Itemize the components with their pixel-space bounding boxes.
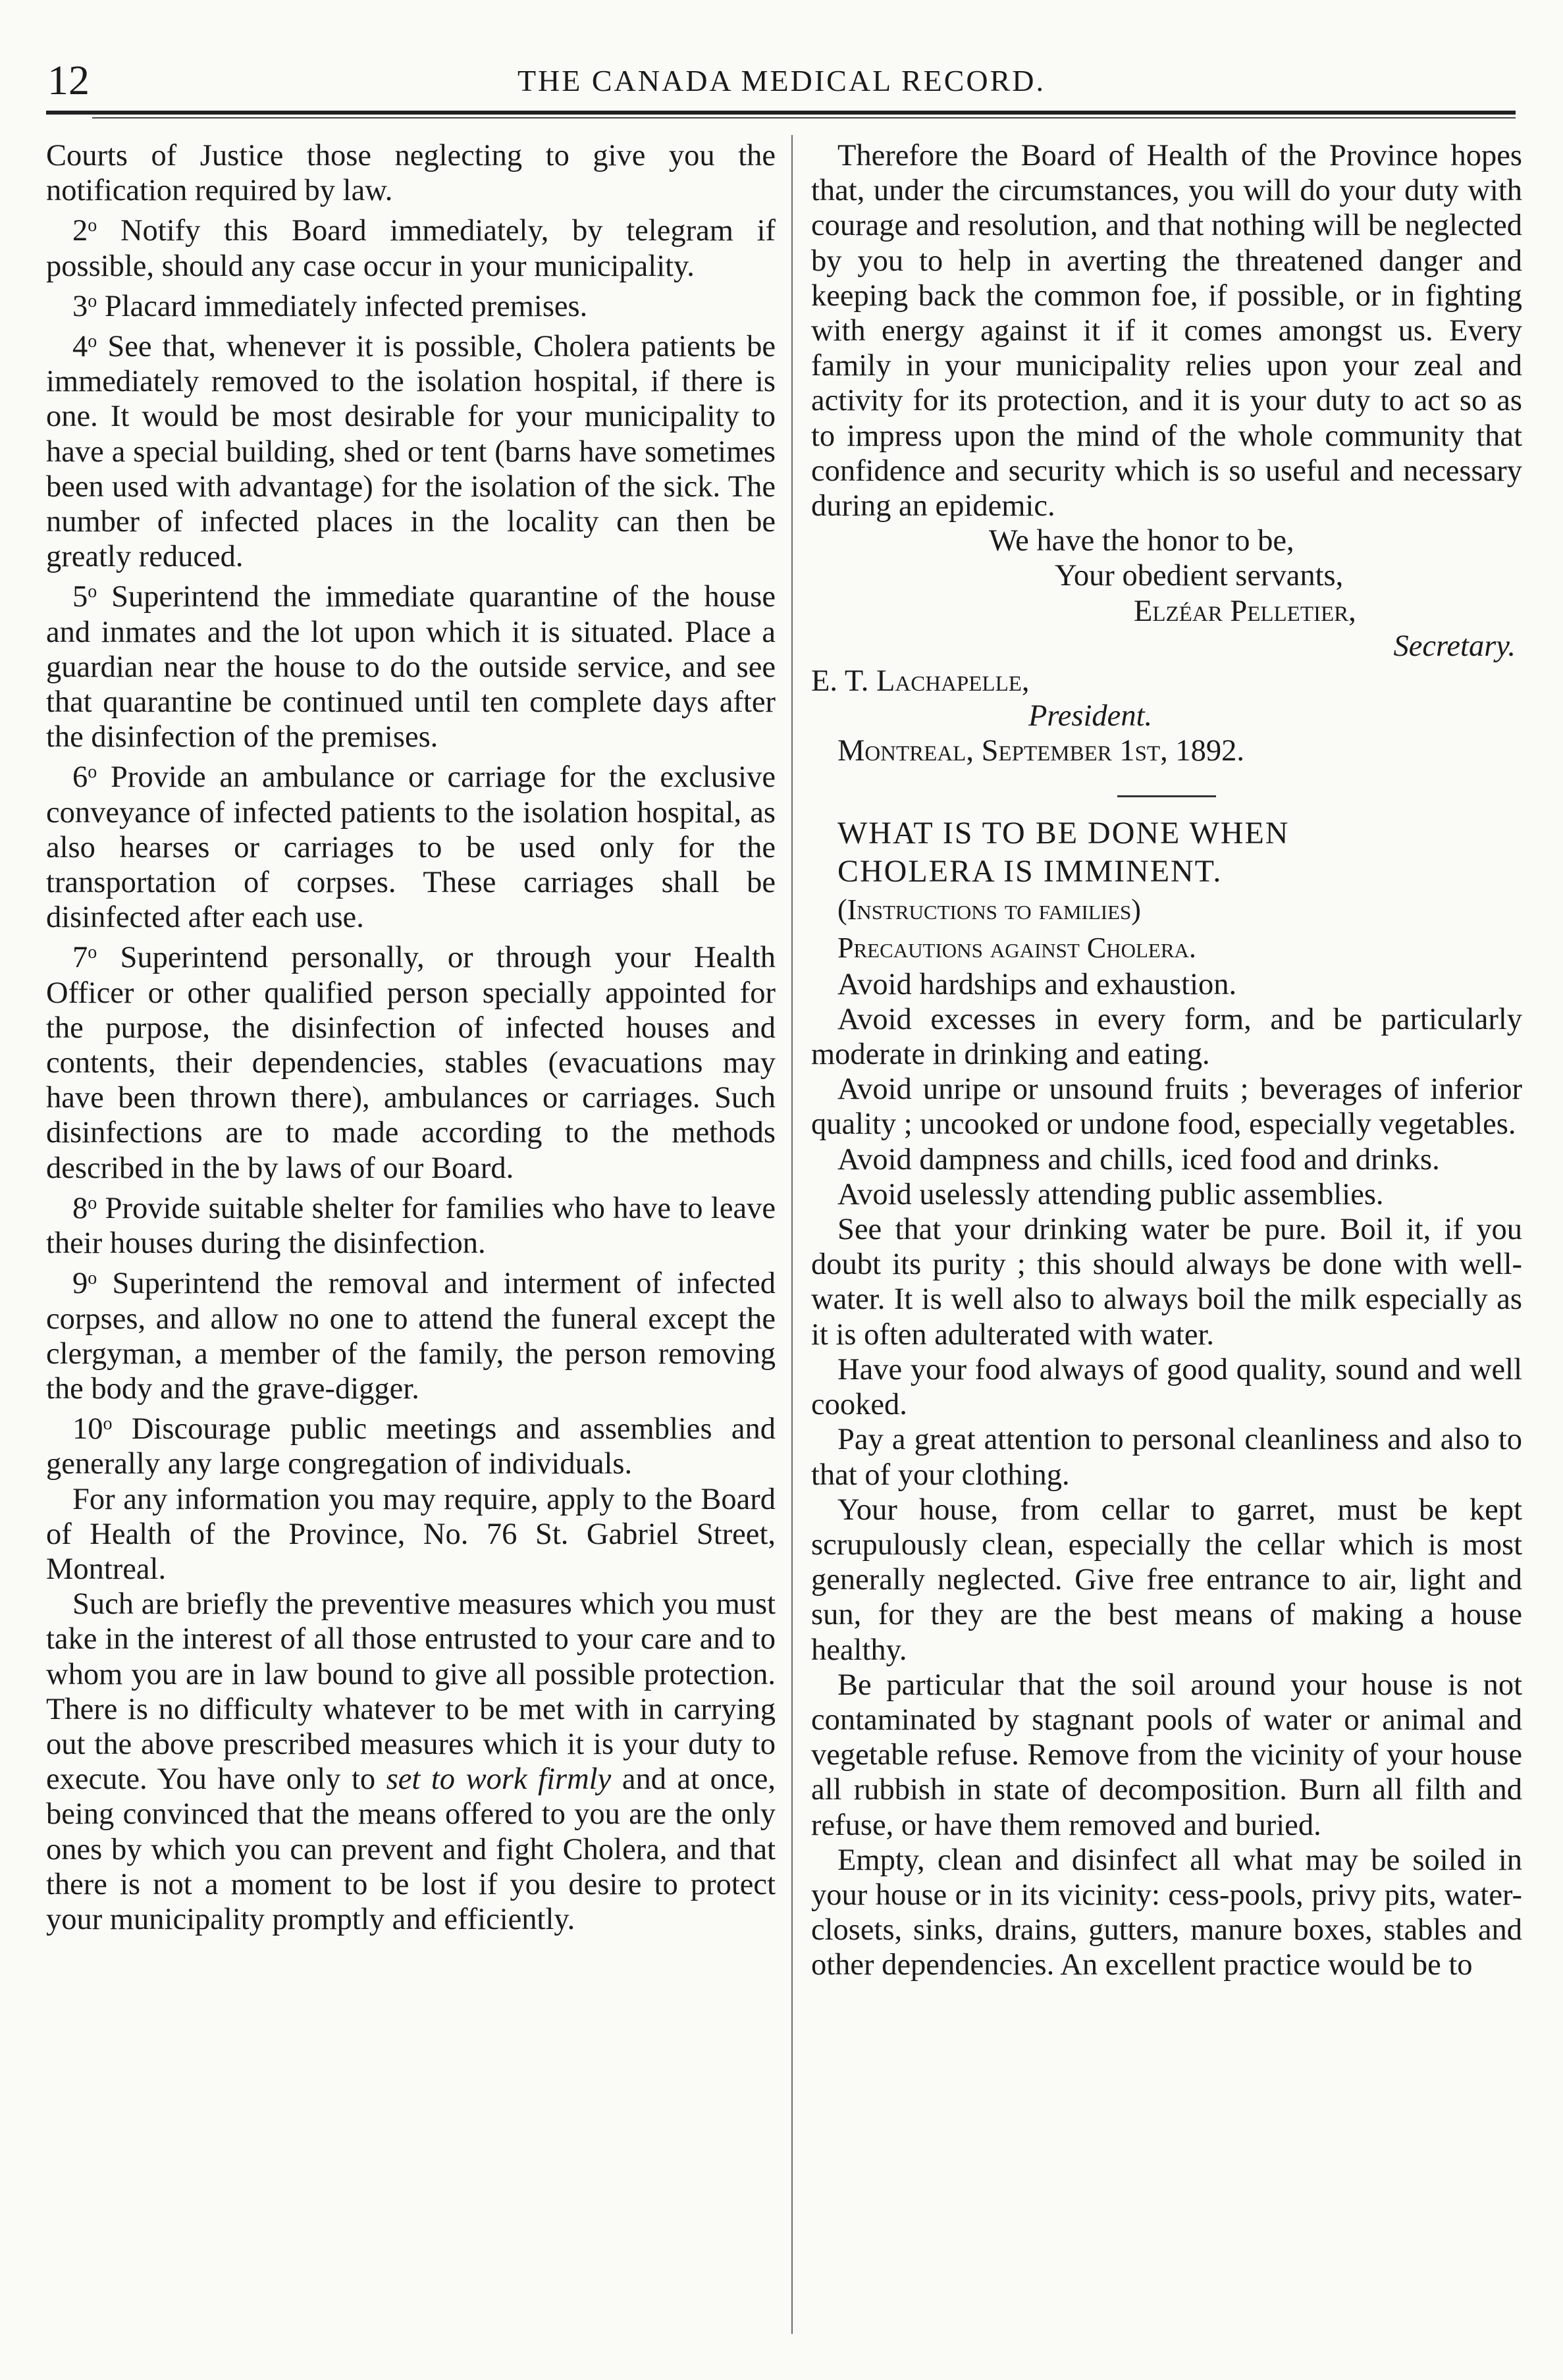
header-rule [46, 111, 1516, 115]
dateline: Montreal, September 1st, 1892. [837, 734, 1245, 768]
item-number: 2 [72, 214, 88, 248]
item-number: 6 [72, 760, 88, 795]
section-heading: CHOLERA IS IMMINENT. [837, 853, 1223, 889]
paragraph: Empty, clean and disinfect all what may be soiled in your house or in its vicinity: cess-pools, privy pits, water-closets, sinks, drains, gutters, manure boxes, stables and other dependencies. An excellent practice would be to [811, 1843, 1522, 1982]
paragraph: Avoid hardships and exhaustion. [837, 967, 1237, 1001]
item-number: 5 [72, 580, 88, 614]
paragraph: Have your food always of good quality, sound and well cooked. [811, 1352, 1522, 1422]
paragraph: Avoid dampness and chills, iced food and drinks. [837, 1142, 1440, 1177]
numbered-paragraph [46, 1261, 776, 1406]
item-text: Placard immediately infected premises. [104, 289, 588, 323]
item-number: 4 [72, 330, 88, 364]
degree-mark: o [88, 581, 97, 602]
header-rule-thin [92, 117, 1516, 119]
item-number: 9 [72, 1267, 88, 1301]
closing-line: We have the honor to be, [989, 524, 1294, 558]
right-column [811, 138, 1522, 1983]
section-rule [1117, 795, 1216, 797]
column-divider [791, 135, 793, 2334]
paragraph: See that your drinking water be pure. Boil it, if you doubt its purity ; this should always be done with well-water. It is well also to always boil the milk especially as it is often adulterated with water. [811, 1213, 1522, 1352]
item-number: 8 [72, 1191, 88, 1225]
item-number: 10 [72, 1412, 103, 1446]
degree-mark: o [88, 942, 97, 963]
item-number: 3 [72, 289, 88, 323]
signature-block [811, 523, 1522, 768]
numbered-paragraph [46, 208, 776, 283]
signer-name: E. T. Lachapelle, [811, 664, 1030, 699]
paragraph-text: Such are briefly the preventive measures which you must take in the interest of all those entrusted to your care and to whom you are in law bound to give all possible protection. There is no difficulty whatever to be met with in carrying out the above prescribed measures which it is your duty to execute. You have only to [46, 1587, 776, 1797]
item-text: Superintend the removal and interment of infected corpses, and allow no one to attend the funeral except the clergyman, a member of the family, the person removing the body and the grave-digger. [46, 1267, 776, 1406]
item-text: Notify this Board immediately, by telegram if possible, should any case occur in your municipality. [46, 214, 776, 283]
section-subheading: Precautions against Cholera. [837, 931, 1196, 964]
running-head [0, 54, 1563, 107]
paragraph: For any information you may require, apply to the Board of Health of the Province, No. 76 St. Gabriel Street, Montreal. [46, 1482, 776, 1586]
item-text: Provide an ambulance or carriage for the exclusive conveyance of infected patients to the isolation hospital, as also hearses or carriages to be used only for the transportation of corpses. These carriages shall be disinfected after each use. [46, 760, 776, 935]
paragraph: Be particular that the soil around your house is not contaminated by stagnant pools of water or animal and vegetable refuse. Remove from the vicinity of your house all rubbish in state of decomposition. Burn all filth and refuse, or have them removed and buried. [811, 1668, 1522, 1842]
signer-title: President. [1028, 699, 1153, 733]
numbered-paragraph [46, 284, 776, 324]
section-heading: WHAT IS TO BE DONE WHEN [837, 815, 1290, 851]
paragraph: Avoid excesses in every form, and be particularly moderate in drinking and eating. [811, 1002, 1522, 1072]
item-text: Superintend the immediate quarantine of the house and inmates and the lot upon which it is situated. Place a guardian near the house to do the outside service, and see that quarantine be continued until ten complete days after the disinfection of the premises. [46, 580, 776, 754]
item-text: See that, whenever it is possible, Cholera patients be immediately removed to the isolation hospital, if there is one. It would be most desirable for your municipality to have a special building, shed or tent (barns have sometimes been used with advantage) for the isolation of the sick. The number of infected places in the locality can then be greatly reduced. [46, 330, 776, 574]
page-number: 12 [47, 57, 90, 103]
numbered-paragraph [46, 935, 776, 1185]
degree-mark: o [88, 331, 97, 352]
numbered-paragraph [46, 1406, 776, 1481]
paragraph: Courts of Justice those neglecting to give you the notification required by law. [46, 139, 776, 208]
paragraph: Avoid unripe or unsound fruits ; beverages of inferior quality ; uncooked or undone food, especially vegetables. [811, 1072, 1522, 1142]
numbered-paragraph [46, 324, 776, 574]
paragraph: Pay a great attention to personal cleanliness and also to that of your clothing. [811, 1423, 1522, 1492]
paragraph: Your house, from cellar to garret, must be kept scrupulously clean, especially the cellar which is most generally neglected. Give free entrance to air, light and sun, for they are the best means of making a house healthy. [811, 1493, 1522, 1667]
degree-mark: o [88, 762, 97, 783]
emphasis-text: set to work firmly [386, 1762, 612, 1797]
paragraph [46, 1587, 776, 1937]
signer-title: Secretary. [1393, 629, 1516, 663]
paragraph: Avoid uselessly attending public assemblies. [837, 1177, 1384, 1211]
item-text: Discourage public meetings and assemblies and generally any large congregation of individuals. [46, 1412, 776, 1481]
paragraph: Therefore the Board of Health of the Province hopes that, under the circumstances, you will do your duty with courage and resolution, and that nothing will be neglected by you to help in averting the threatened danger and keeping back the common foe, if possible, or in fighting with energy against it if it comes amongst us. Every family in your municipality relies upon your zeal and activity for its protection, and it is your duty to act so as to impress upon the mind of the whole community that confidence and security which is so useful and necessary during an epidemic. [811, 139, 1522, 523]
item-text: Provide suitable shelter for families who have to leave their houses during the disinfection. [46, 1191, 776, 1261]
degree-mark: o [88, 1192, 97, 1213]
closing-line: Your obedient servants, [1055, 559, 1344, 593]
numbered-paragraph [46, 1186, 776, 1261]
section-subheading: (Instructions to families) [837, 893, 1141, 926]
numbered-paragraph [46, 574, 776, 754]
degree-mark: o [88, 1268, 97, 1289]
item-text: Superintend personally, or through your Health Officer or other qualified person specially appointed for the purpose, the disinfection of infected houses and contents, their dependencies, stables (evacuations may have been thrown there), ambulances or carriages. Such disinfections are to made according to the methods described in the by laws of our Board. [46, 941, 776, 1185]
left-column [46, 138, 776, 1937]
paragraph-text: and at once, being convinced that the means offered to you are the only ones by which you can prevent and fight Cholera, and that there is not a moment to be lost if you desire to protect your municipality promptly and efficiently. [46, 1762, 776, 1936]
signer-name: Elzéar Pelletier, [1134, 594, 1356, 628]
degree-mark: o [88, 215, 97, 236]
degree-mark: o [88, 290, 97, 311]
item-number: 7 [72, 941, 88, 975]
numbered-paragraph [46, 754, 776, 935]
journal-title: THE CANADA MEDICAL RECORD. [517, 64, 1046, 97]
degree-mark: o [103, 1414, 113, 1435]
